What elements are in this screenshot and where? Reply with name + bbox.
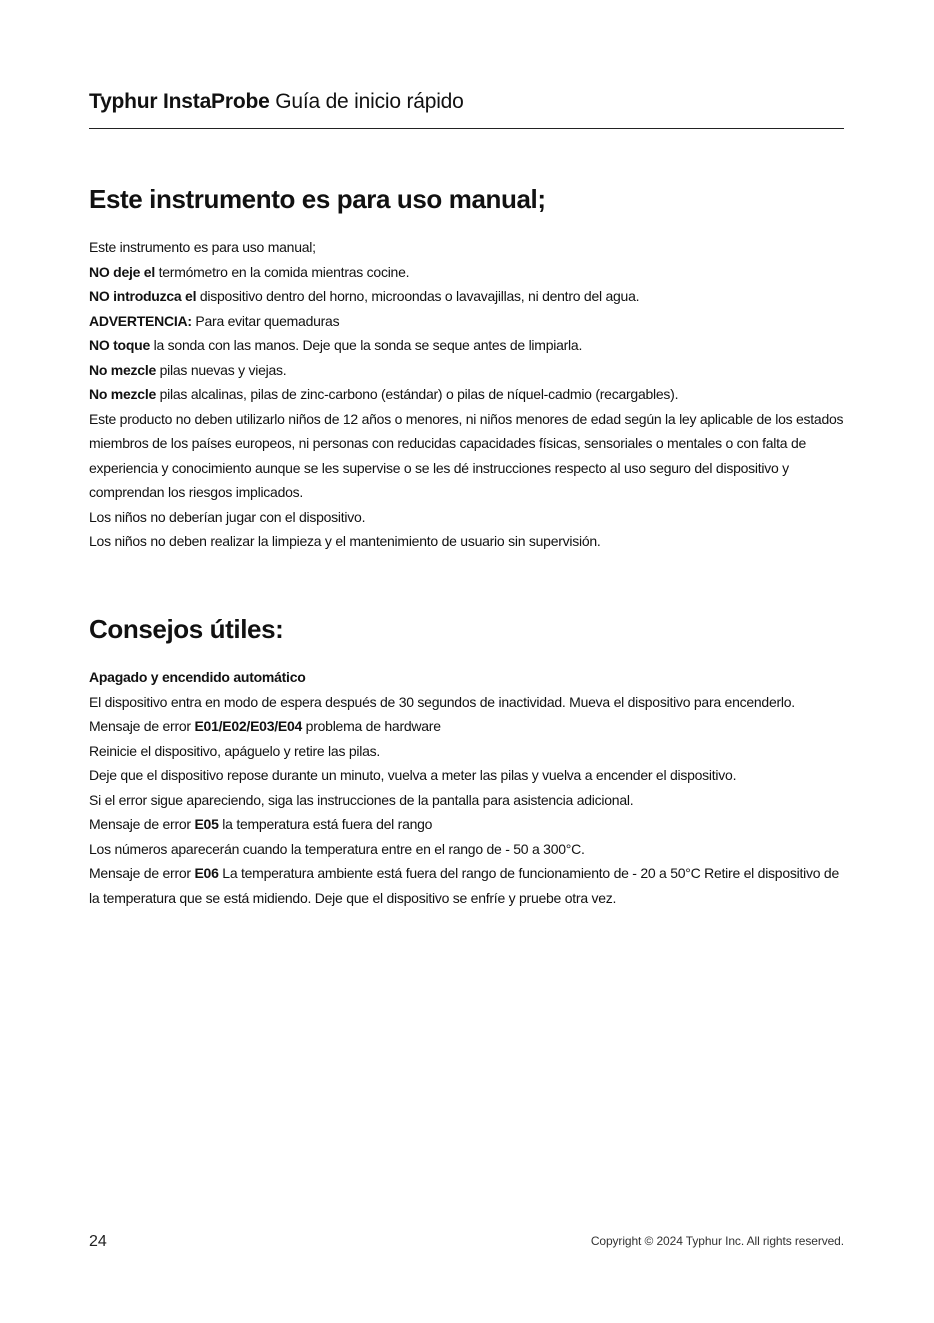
line-text: Este instrumento es para uso manual; <box>89 239 316 255</box>
line-text: Los niños no deben realizar la limpieza y el mantenimiento de usuario sin supervisión. <box>89 533 601 549</box>
section1-line <box>89 407 849 505</box>
error-line-hardware <box>89 714 849 739</box>
section2-title: Consejos útiles: <box>89 614 284 644</box>
line-bold: ADVERTENCIA: <box>89 312 192 329</box>
error-line-ambient <box>89 861 849 910</box>
header-divider <box>89 128 844 129</box>
paragraph-standby: El dispositivo entra en modo de espera después de 30 segundos de inactividad. Mueva el dispositivo para encenderlo. <box>89 693 795 710</box>
section1-body <box>89 235 849 554</box>
line-bold: No mezcle <box>89 386 156 402</box>
line-text: la sonda con las manos. Deje que la sonda se seque antes de limpiarla. <box>150 337 583 353</box>
line-bold: NO toque <box>89 337 150 353</box>
line-text: Para evitar quemaduras <box>191 312 340 329</box>
subheading-text: Apagado y encendido automático <box>89 669 306 685</box>
section1-line <box>89 260 849 285</box>
section1-line <box>89 284 849 309</box>
error-prefix: Mensaje de error <box>89 718 195 734</box>
section1-line <box>89 333 849 358</box>
error-code: E01/E02/E03/E04 <box>194 718 303 734</box>
error-desc: problema de hardware <box>302 718 441 734</box>
error-code: E05 <box>194 816 219 832</box>
line-bold: No mezcle <box>89 361 156 378</box>
line-text: dispositivo dentro del horno, microondas o lavavajillas, ni dentro del agua. <box>196 288 640 304</box>
line-text: pilas alcalinas, pilas de zinc-carbono (estándar) o pilas de níquel-cadmio (recargables). <box>156 386 679 402</box>
section1-line <box>89 309 849 334</box>
paragraph-support: Si el error sigue apareciendo, siga las instrucciones de la pantalla para asistencia adicional. <box>89 791 634 808</box>
line-text: pilas nuevas y viejas. <box>156 361 287 378</box>
error-desc: la temperatura está fuera del rango <box>218 816 433 832</box>
header-subtitle: Guía de inicio rápido <box>269 90 464 113</box>
line-bold: NO introduzca el <box>89 288 197 304</box>
section1-line <box>89 529 849 554</box>
error-prefix: Mensaje de error <box>89 816 195 832</box>
error-line-range <box>89 812 849 837</box>
paragraph-restart: Reinicie el dispositivo, apáguelo y retire las pilas. <box>89 742 381 759</box>
page-number: 24 <box>89 1233 107 1250</box>
error-prefix: Mensaje de error <box>89 865 195 881</box>
section2-body <box>89 665 849 910</box>
copyright-notice: Copyright © 2024 Typhur Inc. All rights reserved. <box>590 1234 844 1248</box>
subheading-auto-power <box>89 665 849 690</box>
error-code: E06 <box>194 865 219 881</box>
section1-line <box>89 505 849 530</box>
paragraph-numbers: Los números aparecerán cuando la temperatura entre en el rango de - 50 a 300°C. <box>89 840 585 857</box>
error-desc: La temperatura ambiente está fuera del rango de funcionamiento de - 20 a 50°C Retire el dispositivo de la temperatura que se está midiendo. Deje que el dispositivo se enfríe y pruebe otra vez. <box>89 865 839 906</box>
section1-title: Este instrumento es para uso manual; <box>89 184 546 214</box>
line-text: Los niños no deberían jugar con el dispositivo. <box>89 508 366 525</box>
line-text: Este producto no deben utilizarlo niños de 12 años o menores, ni niños menores de edad según la ley aplicable de los estados miembros de los países europeos, ni personas con reducidas capacidades físicas, sensoriales o mentales o con falta de experiencia y conocimiento aunque se les supervise o se les dé instrucciones respecto al uso seguro del dispositivo y comprendan los riesgos implicados. <box>89 410 844 500</box>
section1-line <box>89 358 849 383</box>
paragraph-rest: Deje que el dispositivo repose durante un minuto, vuelva a meter las pilas y vuelva a encender el dispositivo. <box>89 767 737 783</box>
line-bold: NO deje el <box>89 263 155 280</box>
line-text: termómetro en la comida mientras cocine. <box>154 263 410 280</box>
section1-line <box>89 235 849 260</box>
section1-line <box>89 382 849 407</box>
header-brand: Typhur InstaProbe <box>89 90 270 113</box>
page-header <box>89 88 844 116</box>
